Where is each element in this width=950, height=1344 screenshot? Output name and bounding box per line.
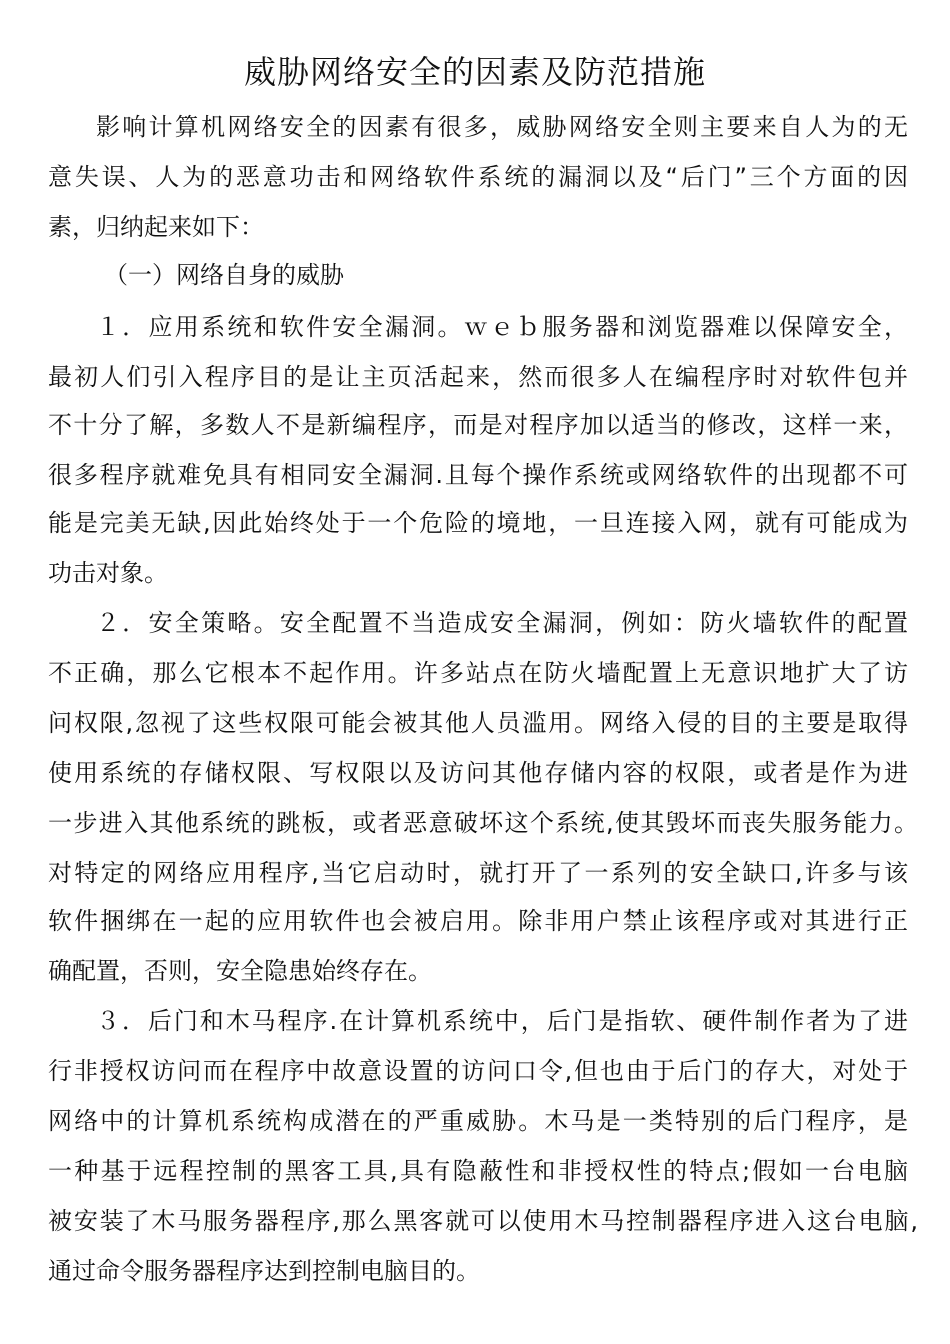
text-line: 功击对象。 [48,559,168,587]
text-line: 对特定的网络应用程序,当它启动时，就打开了一系列的安全缺口,许多与该 [48,859,908,887]
section-heading-text: （一）网络自身的威胁 [104,261,344,289]
text-line: 软件捆绑在一起的应用软件也会被启用。除非用户禁止该程序或对其进行正 [48,907,908,935]
text-line: 能是完美无缺,因此始终处于一个危险的境地，一旦连接入网，就有可能成为 [48,509,908,537]
text-line: 使用系统的存储权限、写权限以及访问其他存储内容的权限，或者是作为进 [48,759,908,787]
text-line: ２．安全策略。安全配置不当造成安全漏洞，例如：防火墙软件的配置 [96,609,908,637]
text-line: 很多程序就难免具有相同安全漏洞.且每个操作系统或网络软件的出现都不可 [48,461,908,489]
text-line: 通过命令服务器程序达到控制电脑目的。 [48,1257,480,1285]
text-line: 不十分了解，多数人不是新编程序，而是对程序加以适当的修改，这样一来， [48,411,908,439]
text-line: 被安装了木马服务器程序,那么黑客就可以使用木马控制器程序进入这台电脑, [48,1207,918,1235]
page-title: 威胁网络安全的因素及防范措施 [243,53,706,91]
text-line: 问权限,忽视了这些权限可能会被其他人员滥用。网络入侵的目的主要是取得 [48,709,908,737]
text-line: 素，归纳起来如下： [48,213,264,241]
text-line: 不正确，那么它根本不起作用。许多站点在防火墙配置上无意识地扩大了访 [48,659,908,687]
text-line: 一步进入其他系统的跳板，或者恶意破坏这个系统,使其毁坏而丧失服务能力。 [48,809,918,837]
text-line: 行非授权访问而在程序中故意设置的访问口令,但也由于后门的存大，对处于 [48,1057,908,1085]
text-line: 网络中的计算机系统构成潜在的严重威胁。木马是一类特别的后门程序，是 [48,1107,908,1135]
text-line: 一种基于远程控制的黑客工具,具有隐蔽性和非授权性的特点;假如一台电脑 [48,1157,908,1185]
text-line: 影响计算机网络安全的因素有很多，威胁网络安全则主要来自人为的无 [96,113,908,141]
text-line: １．应用系统和软件安全漏洞。ｗｅｂ服务器和浏览器难以保障安全， [96,313,908,341]
text-line: 意失误、人为的恶意功击和网络软件系统的漏洞以及“后门”三个方面的因 [48,163,908,191]
text-line: ３．后门和木马程序.在计算机系统中，后门是指软、硬件制作者为了进 [96,1007,908,1035]
text-line: 最初人们引入程序目的是让主页活起来，然而很多人在编程序时对软件包并 [48,363,908,391]
text-line: 确配置，否则，安全隐患始终存在。 [48,957,432,985]
